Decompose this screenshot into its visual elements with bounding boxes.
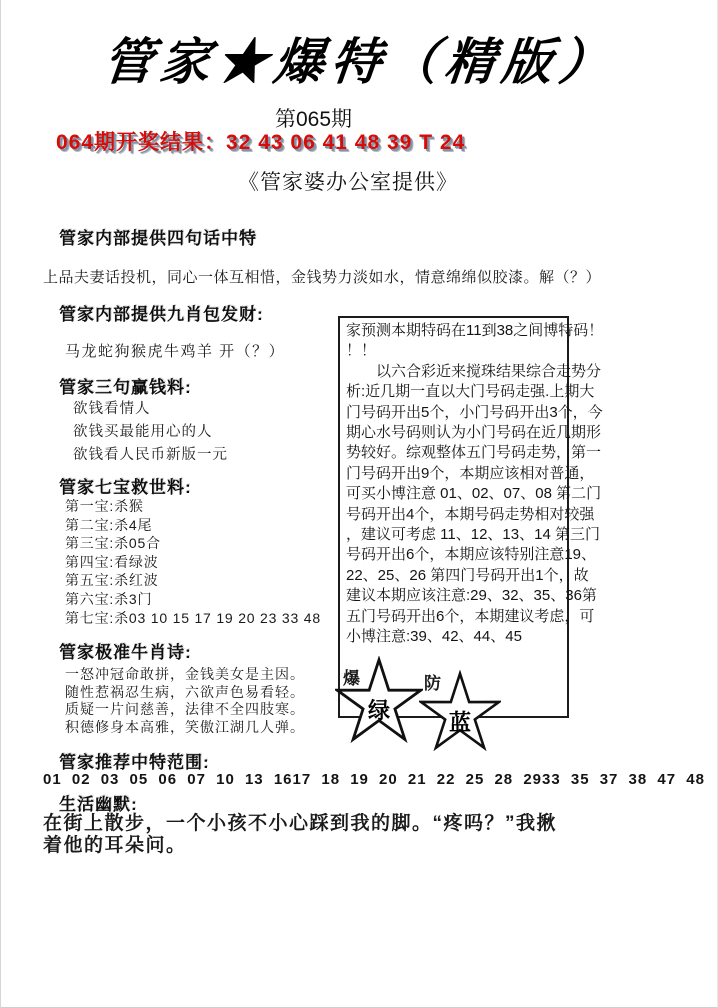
guard-label: 防 [424, 674, 441, 693]
text-line: 建议本期应该注意:29、32、35、36第 [346, 587, 597, 605]
text-line: ，建议可考虑 11、12、13、14 第三门 [346, 526, 600, 544]
text-line: 第三宝:杀05合 [65, 535, 161, 552]
text-line: 号码开出6个，本期应该特别注意19、 [346, 546, 597, 564]
recommend-range-numbers: 01 02 03 05 06 07 10 13 1617 18 19 20 21 22 25 28 2933 35 37 38 47 48 [43, 771, 705, 788]
seven-treasures-list [65, 497, 321, 627]
explode-label: 爆 [343, 669, 360, 688]
text-line: 家预测本期特码在11到38之间博特码！ [346, 322, 604, 339]
text-line: 22、25、26 第四门号码开出1个，故 [346, 566, 589, 584]
text-line: 在街上散步，一个小孩不小心踩到我的脚。“疼吗？”我揪 [43, 813, 558, 834]
text-line: 第二宝:杀4尾 [65, 516, 153, 533]
text-line: 可买小博注意 01、02、07、08 第二门 [346, 485, 602, 503]
section-heading-four-lines: 管家内部提供四句话中特 [59, 229, 257, 248]
section-heading-recommend-range: 管家推荐中特范围: [59, 753, 210, 772]
text-line: 积德修身本高雅，笑傲江湖几人弹。 [65, 718, 305, 735]
text-line: 期心水号码则认为小门号码在近几期形 [346, 424, 602, 442]
text-line: 欲钱买最能用心的人 [73, 424, 213, 440]
ox-poem-lines [65, 666, 305, 736]
text-line: 第四宝:看绿波 [65, 553, 159, 570]
nine-zodiac-content: 马龙蛇狗猴虎牛鸡羊 开（？） [65, 343, 286, 360]
text-line: 以六合彩近来搅珠结果综合走势分 [346, 362, 602, 380]
text-line: 门号码开出9个，本期应该相对普通， [346, 464, 595, 482]
section-heading-ox-poem: 管家极准牛肖诗: [59, 643, 192, 662]
text-line: 着他的耳朵问。 [43, 835, 187, 856]
text-line: 一怒冲冠命敢拼，金钱美女是主因。 [65, 666, 305, 682]
section-heading-seven-treasures: 管家七宝救世料: [59, 478, 192, 497]
text-line: 析:近几期一直以大门号码走强.上期大 [346, 383, 595, 401]
issue-number: 第065期 [274, 108, 353, 131]
section-heading-life-humor: 生活幽默: [59, 795, 138, 814]
previous-draw-result: 064期开奖结果：32 43 06 41 48 39 T 24 [56, 131, 466, 154]
text-line: 五门号码开出6个，本期建议考虑，可 [346, 607, 595, 625]
text-line: 第五宝:杀红波 [65, 572, 159, 589]
text-line: 质疑一片问慈善，法律不全四肢寒。 [65, 701, 305, 718]
life-humor-text [43, 813, 557, 857]
three-tips-lines [73, 398, 228, 467]
text-line: 第六宝:杀3门 [65, 590, 153, 607]
text-line: 第七宝:杀03 10 15 17 19 20 23 33 48 [65, 609, 321, 626]
text-line: 势较好。综观整体五门号码走势，第一 [346, 444, 602, 462]
text-line: 门号码开出5个，小门号码开出3个，今 [346, 403, 603, 421]
text-line: 第一宝:杀猴 [65, 498, 144, 514]
section-heading-nine-zodiac: 管家内部提供九肖包发财: [59, 305, 264, 324]
blue-star-char: 蓝 [448, 710, 471, 735]
text-line: 小博注意:39、42、44、45 [346, 628, 522, 646]
provider-line: 《管家婆办公室提供》 [238, 171, 458, 194]
section-heading-three-tips: 管家三句赢钱料: [59, 378, 192, 397]
text-line: ！！ [346, 342, 377, 360]
page-title: 管家★爆特（精版） [100, 34, 620, 90]
four-lines-content: 上品夫妻话投机，同心一体互相惜，金钱势力淡如水，情意绵绵似胶漆。解（？） [43, 269, 602, 286]
prediction-text [346, 321, 604, 648]
text-line: 号码开出4个，本期号码走势相对较强 [346, 505, 595, 523]
blue-star [419, 670, 501, 756]
green-star [335, 656, 423, 748]
text-line: 欲钱看人民币新版一元 [73, 447, 228, 463]
text-line: 欲钱看情人 [73, 401, 151, 417]
green-star-char: 绿 [367, 698, 390, 723]
text-line: 随性惹祸忍生病，六欲声色易看轻。 [65, 683, 305, 700]
